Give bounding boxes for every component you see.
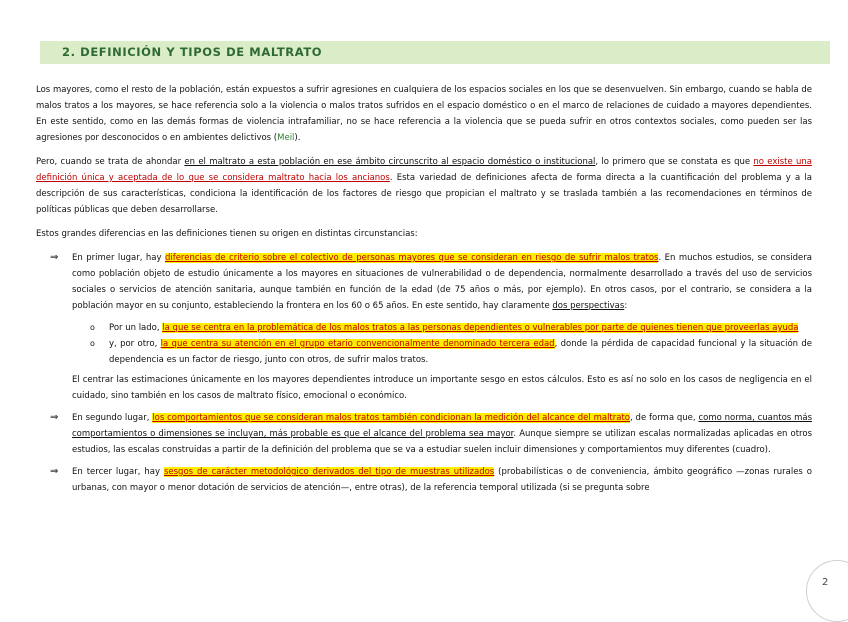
author-citation: Meil (277, 133, 295, 143)
list-item-segundo-lugar: ⇒ En segundo lugar, los comportamientos que se consideran malos tratos también condicionan la medición del alcance del maltrato, de forma que, como norma, cuantos más comportamientos o dimensiones se incluyan, más probable es que el alcance del problema sea mayor. Aunque siempre se utilizan escalas normalizadas aplicadas en otros estudios, las escalas construidas a partir de la definición del problema que se va a estudiar suelen incluir dimensiones y comportamientos muy diferentes (cuadro). (50, 412, 812, 455)
highlighted-phrase: la que se centra en la problemática de los malos tratos a las personas dependientes o vulnerables por parte de quienes tienen que proveerlas ayuda (162, 323, 799, 333)
body-content (36, 82, 812, 502)
highlighted-phrase: los comportamientos que se consideran malos tratos también condicionan la medición del alcance del maltrato (152, 413, 630, 423)
paragraph-bias: El centrar las estimaciones únicamente en los mayores dependientes introduce un importante sesgo en estos cálculos. Esto es así no solo en los casos de negligencia en el cuidado, sino también en los casos de maltrato físico, emocional o económico. (72, 375, 812, 401)
sub-list (36, 320, 812, 368)
sub-list-item: o Por un lado, la que se centra en la problemática de los malos tratos a las personas dependientes o vulnerables por parte de quienes tienen que proveerlas ayuda (36, 320, 812, 336)
paragraph-circumstances: Estos grandes diferencias en las definiciones tienen su origen en distintas circunstancias: (36, 229, 418, 239)
circle-bullet-icon: o (90, 339, 95, 348)
underlined-phrase: dos perspectivas (552, 301, 625, 311)
list-item-primer-lugar: ⇒ En primer lugar, hay diferencias de criterio sobre el colectivo de personas mayores que se consideran en riesgo de sufrir malos tratos. En muchos estudios, se considera como población objeto de estudio únicamente a los mayores en situaciones de vulnerabilidad o de dependencia, normalmente desarrollado a través del uso de servicios sociales o servicios de atención sanitaria, aunque también en función de la edad (de 75 años o más, por ejemplo). En otros casos, por el contrario, se considera a la población mayor en su conjunto, estableciendo la frontera en los 60 o 65 años. En este sentido, hay claramente dos perspectivas: (50, 252, 812, 311)
circle-bullet-icon: o (90, 323, 95, 332)
paragraph-intro: Los mayores, como el resto de la población, están expuestos a sufrir agresiones en cualquiera de los espacios sociales en los que se desenvuelven. Sin embargo, cuando se habla de malos tratos a los mayores, se hace referencia solo a la violencia o malos tratos sufridos en el espacio doméstico o en el marco de relaciones de cuidado a mayores dependientes. En este sentido, como en las demás formas de violencia intrafamiliar, no se hace referencia a la violencia que se pueda sufrir en otros contextos sociales, como pueden ser las agresiones por desconocidos o en ambientes delictivos (Meil). (36, 85, 812, 143)
page-number-badge (806, 560, 848, 622)
sub-list-item: o y, por otro, la que centra su atención en el grupo etario convencionalmente denominado tercera edad, donde la pérdida de capacidad funcional y la situación de dependencia es un factor de riesgo, junto con otros, de sufrir malos tratos. (36, 336, 812, 368)
highlighted-phrase: diferencias de criterio sobre el colectivo de personas mayores que se consideran en riesgo de sufrir malos tratos (164, 253, 659, 263)
red-underlined-phrase: no existe una definición única y aceptada de lo que se considera maltrato hacia los ancianos (36, 157, 812, 183)
arrow-bullet-icon: ⇒ (50, 252, 59, 263)
arrow-bullet-icon: ⇒ (50, 466, 59, 477)
highlighted-phrase: la que centra su atención en el grupo etario convencionalmente denominado tercera edad (160, 339, 555, 349)
underlined-phrase: como norma, cuantos más comportamientos o dimensiones se incluyan, más probable es que el alcance del problema sea mayor (72, 413, 812, 439)
section-title: 2. DEFINICIÓN Y TIPOS DE MALTRATO (62, 45, 323, 59)
highlighted-phrase: sesgos de carácter metodológico derivados del tipo de muestras utilizados (163, 467, 495, 477)
page-number: 2 (822, 577, 829, 588)
arrow-bullet-icon: ⇒ (50, 412, 59, 423)
paragraph-definition: Pero, cuando se trata de ahondar en el maltrato a esta población en ese ámbito circunscrito al espacio doméstico o institucional, lo primero que se constata es que no existe una definición única y aceptada de lo que se considera maltrato hacia los ancianos. Esta variedad de definiciones afecta de forma directa a la cuantificación del problema y a la descripción de sus características, condiciona la identificación de los factores de riesgo que propician el maltrato y se traslada también a las recomendaciones en términos de políticas públicas que deben desarrollarse. (36, 157, 812, 215)
list-item-tercer-lugar: ⇒ En tercer lugar, hay sesgos de carácter metodológico derivados del tipo de muestras utilizados (probabilísticas o de conveniencia, ámbito geográfico —zonas rurales o urbanas, con mayor o menor dotación de servicios de atención—, entre otras), de la referencia temporal utilizada (si se pregunta sobre (50, 466, 812, 493)
underlined-phrase: en el maltrato a esta población en ese ámbito circunscrito al espacio doméstico o institucional (184, 157, 596, 167)
